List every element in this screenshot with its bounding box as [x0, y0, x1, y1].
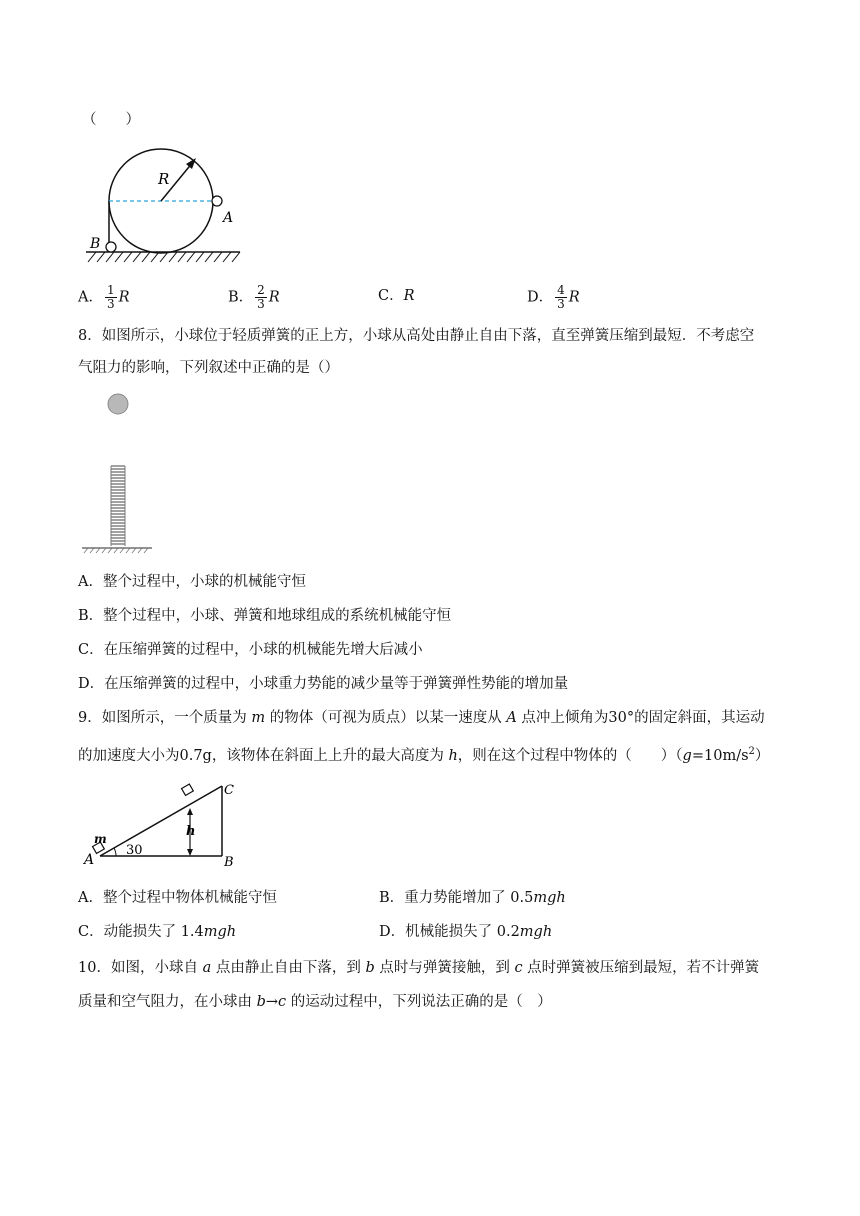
height-arrow-down — [187, 849, 193, 856]
q8-option-c[interactable]: C．在压缩弹簧的过程中，小球的机械能先增大后减小 — [78, 642, 423, 658]
label-a: A — [223, 210, 234, 226]
q10-stem-line1: 10．如图，小球自 a 点由静止自由下落，到 b 点时与弹簧接触，到 c 点时弹簧被压缩到最短，若不计弹簧 — [78, 960, 760, 976]
angle-arc — [114, 848, 116, 856]
q9-option-a[interactable]: A．整个过程中物体机械能守恒 — [78, 890, 277, 906]
q8-stem-line1: 8．如图所示，小球位于轻质弹簧的正上方，小球从高处由静止自由下落，直至弹簧压缩到最短．不考虑空 — [78, 328, 755, 344]
q8-spring-figure — [78, 388, 158, 558]
q7-option-a[interactable]: A． $\frac{1}{3}$ R — [78, 283, 130, 311]
q8-option-d[interactable]: D．在压缩弹簧的过程中，小球重力势能的减少量等于弹簧弹性势能的增加量 — [78, 676, 569, 692]
q8-option-a[interactable]: A．整个过程中，小球的机械能守恒 — [78, 574, 306, 590]
spring-coils — [111, 466, 125, 546]
label-30: 30 — [126, 843, 143, 858]
q7-circle-figure — [80, 138, 260, 266]
q10-stem-line2: 质量和空气阻力，在小球由 b→c 的运动过程中，下列说法正确的是（ ） — [78, 994, 552, 1010]
q9-option-c[interactable]: C．动能损失了 1.4mgh — [78, 924, 237, 940]
ball-a — [212, 196, 222, 206]
block-top — [182, 784, 194, 795]
label-m: m — [94, 832, 107, 846]
q7-option-b[interactable]: B． $\frac{2}{3}$ R — [228, 283, 280, 311]
label-r: R — [158, 170, 170, 188]
label-c: C — [224, 783, 234, 798]
q9-option-b[interactable]: B．重力势能增加了 0.5mgh — [379, 890, 566, 906]
q9-stem-line1: 9．如图所示，一个质量为 m 的物体（可视为质点）以某一速度从 A 点冲上倾角为30°的固定斜面，其运动 — [78, 710, 765, 726]
q8-stem-line2: 气阻力的影响，下列叙述中正确的是（） — [78, 360, 339, 376]
q8-option-b[interactable]: B．整个过程中，小球、弹簧和地球组成的系统机械能守恒 — [78, 608, 452, 624]
q9-incline-figure — [82, 778, 242, 870]
q7-option-d[interactable]: D． $\frac{4}{3}$ R — [527, 283, 580, 311]
label-a: A — [84, 852, 95, 868]
label-h: h — [186, 824, 196, 839]
height-arrow-up — [187, 808, 193, 815]
label-b: B — [90, 236, 101, 252]
radius-arrowhead — [186, 158, 196, 169]
q7-answer-bracket: （ ） — [82, 112, 140, 128]
label-b: B — [224, 855, 234, 870]
q9-option-d[interactable]: D．机械能损失了 0.2mgh — [379, 924, 553, 940]
q7-option-c[interactable]: C．R — [378, 288, 415, 304]
spring-ground-hatch — [84, 548, 148, 553]
q9-stem-line2: 的加速度大小为0.7g，该物体在斜面上上升的最大高度为 h，则在这个过程中物体的（ ）$(g=10m/s^2)$ — [78, 746, 770, 764]
falling-ball — [108, 394, 128, 414]
ball-b — [106, 242, 116, 252]
incline-slope — [100, 786, 222, 856]
